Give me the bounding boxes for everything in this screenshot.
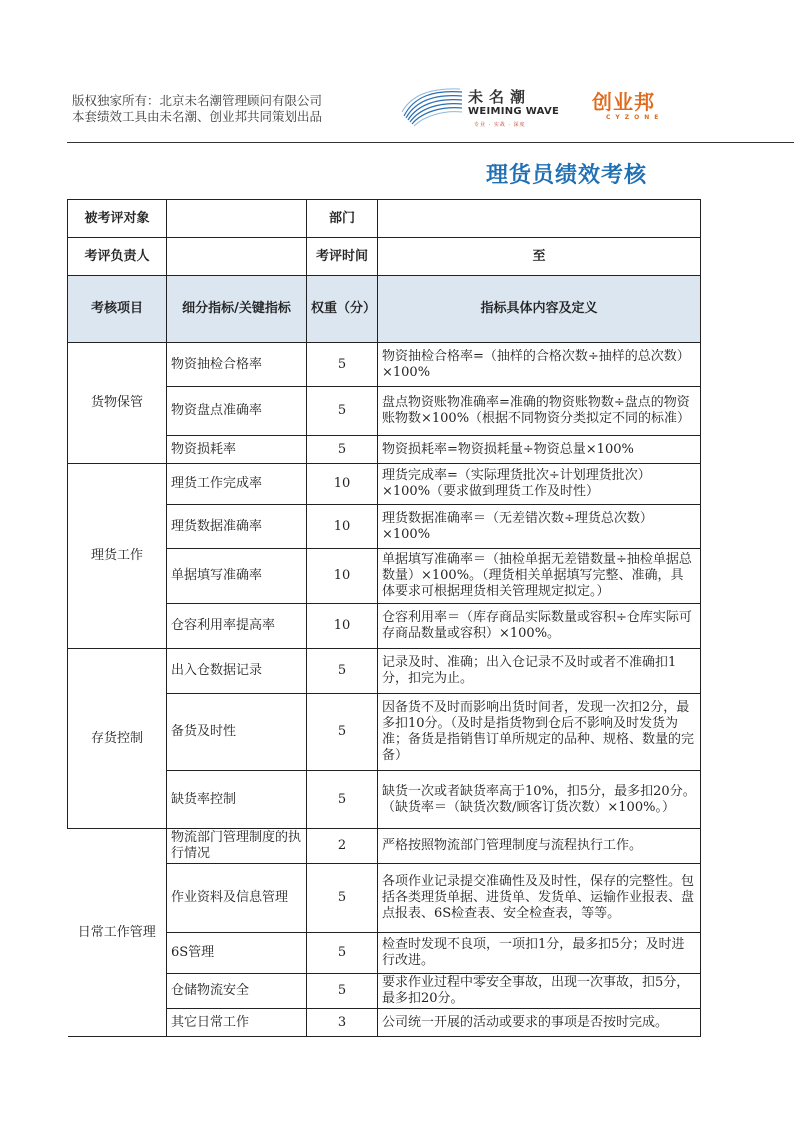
indicator-cell: 备货及时性 <box>167 694 307 771</box>
category-cell: 货物保管 <box>68 343 167 464</box>
definition-text: 仓容利用率＝（库存商品实际数量或容积÷仓库实际可存商品数量或容积）×100%。 <box>382 610 692 641</box>
copyright-line-1: 版权独家所有：北京未名潮管理顾问有限公司 <box>72 93 323 108</box>
definition-cell <box>378 864 701 933</box>
owner-value-field[interactable] <box>167 238 307 276</box>
indicator-row <box>68 649 701 694</box>
definition-cell <box>378 933 701 974</box>
target-value-field[interactable] <box>167 200 307 238</box>
indicator-cell: 缺货率控制 <box>167 771 307 829</box>
weiming-logo-chinese: 未名潮 <box>468 88 532 106</box>
definition-text: 因备货不及时而影响出货时间者，发现一次扣2分，最多扣10分。（及时是指货物到仓后不影响及时发货为准；备货是指销售订单所规定的品种、规格、数量的完备） <box>382 700 695 763</box>
category-cell: 存货控制 <box>68 649 167 829</box>
definition-text: 记录及时、准确；出入仓记录不及时或者不准确扣1分，扣完为止。 <box>382 655 677 686</box>
weight-cell: 2 <box>307 829 378 864</box>
weight-cell: 10 <box>307 549 378 604</box>
assessment-table <box>67 199 701 1037</box>
indicator-cell: 物流部门管理制度的执行情况 <box>167 829 307 864</box>
indicator-cell: 物资抽检合格率 <box>167 343 307 387</box>
indicator-cell: 物资损耗率 <box>167 436 307 464</box>
indicator-cell: 理货数据准确率 <box>167 505 307 549</box>
category-cell: 理货工作 <box>68 464 167 649</box>
col-header-indicator: 细分指标/关键指标 <box>167 276 307 343</box>
indicator-cell: 物资盘点准确率 <box>167 387 307 436</box>
definition-text: 检查时发现不良项，一项扣1分，最多扣5分；及时进行改进。 <box>382 937 685 968</box>
definition-text: 理货完成率=（实际理货批次÷计划理货批次）×100%（要求做到理货工作及时性） <box>382 468 651 499</box>
weiming-wave-emblem-icon <box>400 86 466 130</box>
weight-cell: 5 <box>307 436 378 464</box>
definition-text: 盘点物资账物准确率=准确的物资账物数÷盘点的物资账物数×100%（根据不同物资分类拟定不同的标准） <box>382 395 691 426</box>
time-value-field[interactable]: 至 <box>378 238 701 276</box>
target-label: 被考评对象 <box>68 200 167 238</box>
definition-text: 公司统一开展的活动或要求的事项是否按时完成。 <box>382 1014 669 1030</box>
definition-cell <box>378 829 701 864</box>
weight-cell: 5 <box>307 771 378 829</box>
indicator-cell: 其它日常工作 <box>167 1009 307 1037</box>
weight-cell: 5 <box>307 694 378 771</box>
definition-cell <box>378 387 701 436</box>
definition-text: 物资抽检合格率=（抽样的合格次数÷抽样的总次数）×100% <box>382 348 690 380</box>
col-header-item: 考核项目 <box>68 276 167 343</box>
weight-cell: 10 <box>307 505 378 549</box>
category-cell: 日常工作管理 <box>68 829 167 1037</box>
definition-cell <box>378 974 701 1009</box>
form-row-owner <box>68 238 701 276</box>
weight-cell: 5 <box>307 933 378 974</box>
form-row-target <box>68 200 701 238</box>
definition-cell <box>378 1009 701 1037</box>
weiming-logo-tagline: 专业 · 实战 · 深度 <box>474 122 526 128</box>
dept-label: 部门 <box>307 200 378 238</box>
definition-cell <box>378 694 701 771</box>
definition-text: 物资损耗率=物资损耗量÷物资总量×100% <box>382 441 634 457</box>
definition-text: 各项作业记录提交准确性及及时性，保存的完整性。包括各类理货单据、进货单、发货单、运输作业报表、盘点报表、6S检查表、安全检查表，等等。 <box>382 874 695 921</box>
weight-cell: 5 <box>307 387 378 436</box>
cyzone-logo-chinese: 创业邦 <box>592 90 655 114</box>
indicator-cell: 仓储物流安全 <box>167 974 307 1009</box>
copyright-block <box>72 93 322 125</box>
indicator-row <box>68 464 701 505</box>
definition-cell <box>378 549 701 604</box>
definition-text: 要求作业过程中零安全事故，出现一次事故，扣5分，最多扣20分。 <box>382 975 690 1006</box>
time-label: 考评时间 <box>307 238 378 276</box>
indicator-cell: 作业资料及信息管理 <box>167 864 307 933</box>
definition-cell <box>378 343 701 387</box>
indicator-row <box>68 343 701 387</box>
weiming-logo-english: WEIMING WAVE <box>468 106 560 117</box>
definition-text: 单据填写准确率＝（抽检单据无差错数量÷抽检单据总数量）×100%。（理货相关单据填写完整、准确，具体要求可根据理货相关管理规定拟定。） <box>382 552 692 599</box>
definition-text: 理货数据准确率＝（无差错次数÷理货总次数）×100% <box>382 510 653 542</box>
weiming-wave-logo <box>400 86 590 130</box>
indicator-cell: 仓容利用率提高率 <box>167 604 307 649</box>
column-header-row <box>68 276 701 343</box>
definition-text: 缺货一次或者缺货率高于10%，扣5分，最多扣20分。（缺货率＝（缺货次数/顾客订货次数）×100%。） <box>382 783 696 815</box>
weight-cell: 10 <box>307 604 378 649</box>
header-divider <box>67 142 794 143</box>
definition-cell <box>378 649 701 694</box>
definition-cell <box>378 464 701 505</box>
weight-cell: 5 <box>307 974 378 1009</box>
weight-cell: 5 <box>307 343 378 387</box>
weight-cell: 5 <box>307 649 378 694</box>
weight-cell: 3 <box>307 1009 378 1037</box>
definition-cell <box>378 771 701 829</box>
weight-cell: 10 <box>307 464 378 505</box>
page-title: 理货员绩效考核 <box>486 163 648 188</box>
indicator-row <box>68 829 701 864</box>
indicator-cell: 单据填写准确率 <box>167 549 307 604</box>
dept-value-field[interactable] <box>378 200 701 238</box>
owner-label: 考评负责人 <box>68 238 167 276</box>
definition-cell <box>378 436 701 464</box>
cyzone-logo-english: CYZONE <box>606 114 664 121</box>
definition-cell <box>378 604 701 649</box>
weight-cell: 5 <box>307 864 378 933</box>
indicator-cell: 6S管理 <box>167 933 307 974</box>
indicator-cell: 理货工作完成率 <box>167 464 307 505</box>
col-header-definition: 指标具体内容及定义 <box>378 276 701 343</box>
cyzone-logo <box>592 90 674 126</box>
copyright-line-2: 本套绩效工具由未名潮、创业邦共同策划出品 <box>72 109 323 124</box>
col-header-weight: 权重（分） <box>307 276 378 343</box>
definition-cell <box>378 505 701 549</box>
indicator-cell: 出入仓数据记录 <box>167 649 307 694</box>
definition-text: 严格按照物流部门管理制度与流程执行工作。 <box>382 838 643 853</box>
